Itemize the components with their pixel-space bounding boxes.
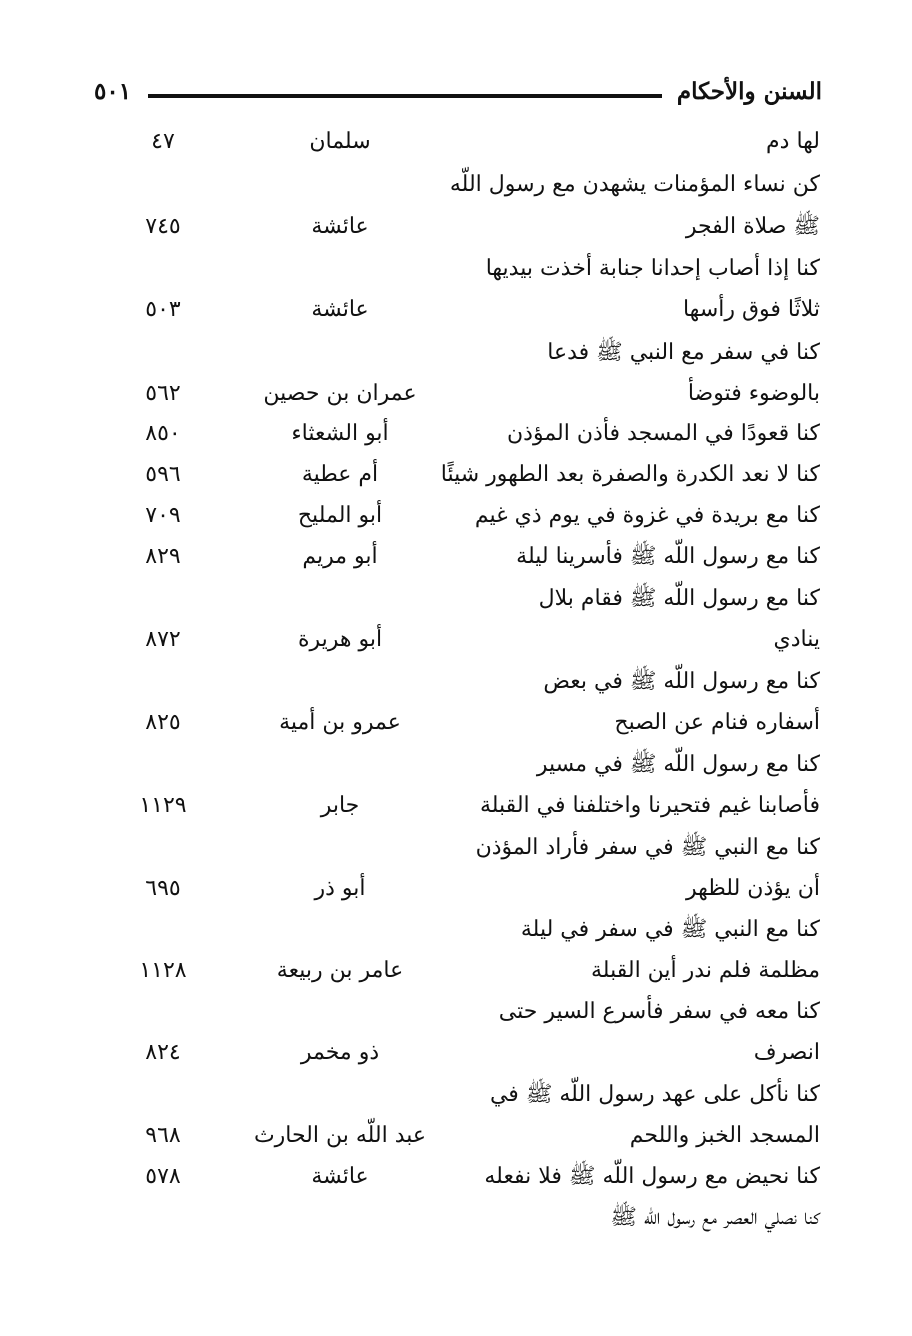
hadith-number: ٨٧٢ [145, 627, 181, 652]
narrator-name: عامر بن ربيعة [276, 958, 404, 983]
hadith-text: كن نساء المؤمنات يشهدن مع رسول اللّه [449, 172, 820, 197]
hadith-number: ٨٢٥ [145, 710, 181, 735]
narrator-name: جابر [320, 793, 360, 818]
hadith-number: ٨٥٠ [145, 421, 181, 446]
hadith-text: كنا نأكل على عهد رسول اللّه ﷺ في [489, 1082, 820, 1107]
hadith-number: ٨٢٩ [145, 544, 181, 569]
hadith-text: كنا قعودًا في المسجد فأذن المؤذن [507, 421, 820, 446]
hadith-number: ٨٢٤ [145, 1040, 181, 1065]
hadith-text: ينادي [773, 627, 820, 652]
hadith-text: كنا مع رسول اللّه ﷺ في مسير [536, 752, 820, 777]
narrator-name: عائشة [311, 214, 369, 239]
hadith-text: أسفاره فنام عن الصبح [614, 710, 820, 735]
narrator-name: سلمان [309, 129, 371, 154]
hadith-text: كنا مع النبي ﷺ في سفر في ليلة [520, 917, 820, 942]
narrator-name: أبو مريم [302, 544, 378, 569]
narrator-name: أبو ذر [314, 876, 366, 901]
hadith-text: كنا مع بريدة في غزوة في يوم ذي غيم [474, 503, 820, 528]
hadith-number: ٧٤٥ [145, 214, 181, 239]
narrator-name: أبو المليح [297, 503, 383, 528]
hadith-text: كنا لا نعد الكدرة والصفرة بعد الطهور شيئًا [440, 462, 820, 487]
hadith-text: كنا نحيض مع رسول اللّه ﷺ فلا نفعله [484, 1164, 820, 1189]
hadith-number: ٧٠٩ [145, 503, 181, 528]
hadith-text: كنا نصلي العصر مع رسول اللّه ﷺ [610, 1205, 820, 1230]
narrator-name: أم عطية [301, 462, 379, 487]
hadith-number: ٥٧٨ [145, 1164, 181, 1189]
hadith-text: كنا إذا أصاب إحدانا جنابة أخذت بيديها [485, 256, 820, 281]
hadith-text: المسجد الخبز واللحم [629, 1123, 820, 1148]
hadith-text: كنا معه في سفر فأسرع السير حتى [498, 999, 820, 1024]
hadith-text: بالوضوء فتوضأ [687, 381, 820, 406]
narrator-name: ذو مخمر [300, 1040, 380, 1065]
narrator-name: عبد اللّه بن الحارث [253, 1123, 427, 1148]
hadith-text: انصرف [753, 1040, 820, 1065]
hadith-text: ﷺ صلاة الفجر [685, 214, 820, 239]
hadith-text: كنا مع رسول اللّه ﷺ فقام بلال [538, 586, 820, 611]
hadith-text: فأصابنا غيم فتحيرنا واختلفنا في القبلة [479, 793, 820, 818]
hadith-number: ٥٠٣ [145, 297, 181, 322]
hadith-text: مظلمة فلم ندر أين القبلة [591, 958, 820, 983]
hadith-text: كنا في سفر مع النبي ﷺ فدعا [547, 340, 820, 365]
hadith-text: كنا مع رسول اللّه ﷺ في بعض [543, 669, 820, 694]
hadith-number: ٥٦٢ [145, 381, 181, 406]
narrator-name: أبو هريرة [297, 627, 383, 652]
hadith-number: ٥٩٦ [145, 462, 181, 487]
narrator-name: عائشة [311, 297, 369, 322]
narrator-name: عائشة [311, 1164, 369, 1189]
hadith-text: لها دم [766, 129, 820, 154]
hadith-number: ٦٩٥ [145, 876, 181, 901]
hadith-number: ١١٢٩ [139, 793, 187, 818]
hadith-text: ثلاثًا فوق رأسها [682, 297, 820, 322]
hadith-text: كنا مع النبي ﷺ في سفر فأراد المؤذن [475, 835, 820, 860]
hadith-number: ٤٧ [151, 129, 175, 154]
hadith-number: ١١٢٨ [139, 958, 187, 983]
narrator-name: عمرو بن أمية [279, 710, 401, 735]
narrator-name: عمران بن حصين [263, 381, 417, 406]
page-number: ٥٠١ [94, 78, 132, 105]
narrator-name: أبو الشعثاء [291, 421, 389, 446]
hadith-text: أن يؤذن للظهر [685, 876, 820, 901]
book-title: السنن والأحكام [676, 78, 822, 105]
hadith-number: ٩٦٨ [145, 1123, 181, 1148]
hadith-text: كنا مع رسول اللّه ﷺ فأسرينا ليلة [516, 544, 820, 569]
